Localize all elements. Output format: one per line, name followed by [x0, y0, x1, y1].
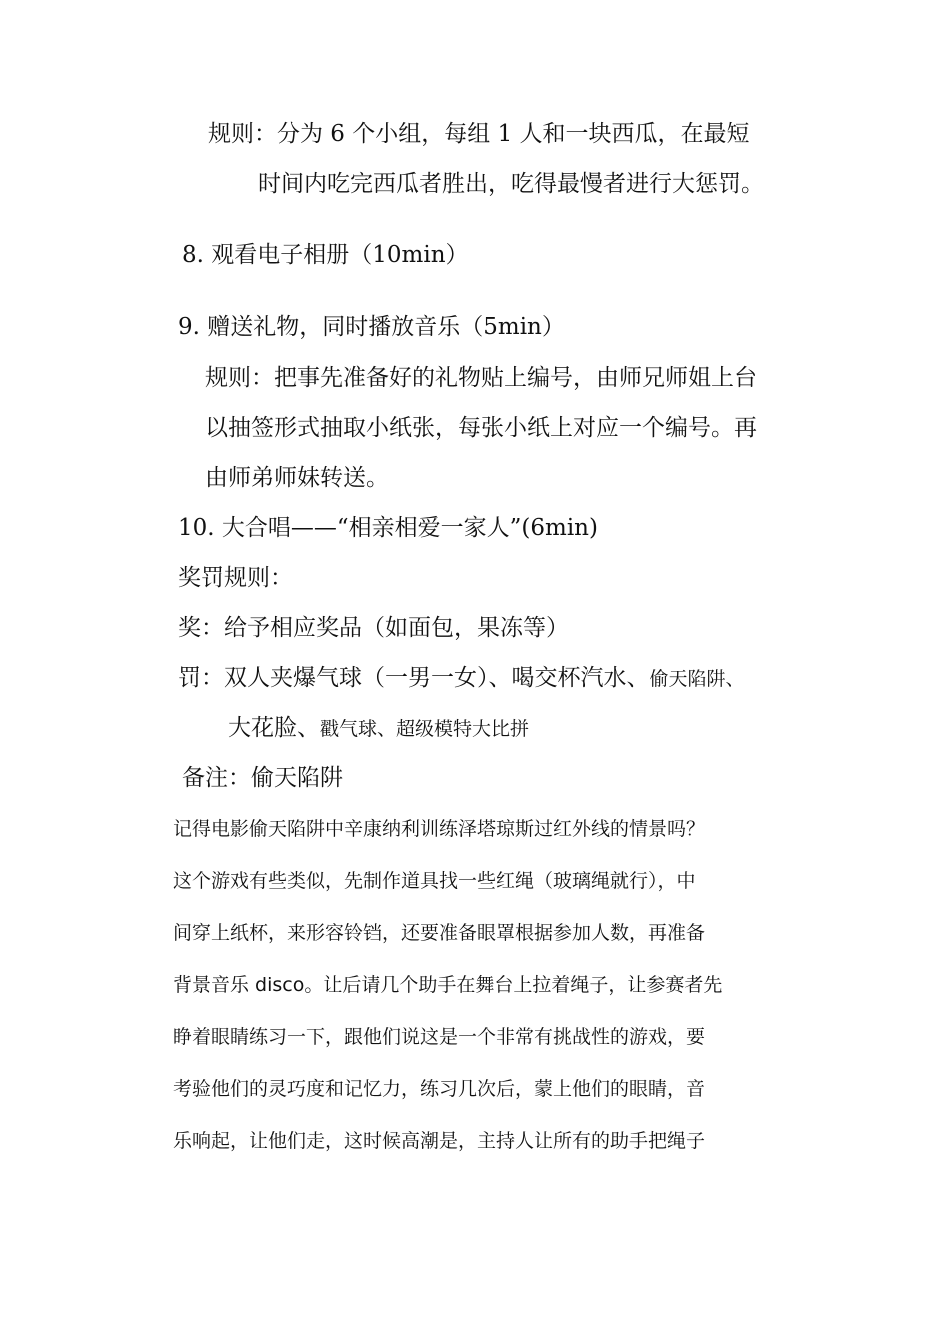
item-9-title: 9. 赠送礼物，同时播放音乐（5min）	[178, 314, 565, 340]
item-9-rule-line-2: 以抽签形式抽取小纸张，每张小纸上对应一个编号。再	[205, 415, 757, 441]
note-line: 间穿上纸杯，来形容铃铛，还要准备眼罩根据参加人数，再准备	[173, 922, 706, 944]
note-line: 睁着眼睛练习一下，跟他们说这是一个非常有挑战性的游戏，要	[173, 1026, 706, 1048]
penalty-line-2	[228, 717, 529, 740]
reward-line: 奖：给予相应奖品（如面包，果冻等）	[178, 615, 569, 641]
game-rule-line-1: 规则：分为 6 个小组，每组 1 人和一块西瓜，在最短	[208, 121, 750, 147]
note-line: 这个游戏有些类似，先制作道具找一些红绳（玻璃绳就行），中	[173, 870, 696, 892]
item-9-rule-line-3: 由师弟师妹转送。	[205, 465, 389, 491]
item-9-rule-line-1: 规则：把事先准备好的礼物贴上编号，由师兄师姐上台	[205, 365, 757, 391]
penalty-line-1-small: 偷天陷阱、	[649, 668, 745, 690]
game-rule-line-2: 时间内吃完西瓜者胜出，吃得最慢者进行大惩罚。	[258, 171, 764, 197]
penalty-line-2-main: 大花脸、	[228, 715, 320, 741]
note-line: 考验他们的灵巧度和记忆力，练习几次后，蒙上他们的眼睛，音	[173, 1078, 706, 1100]
item-10-title: 10. 大合唱——“相亲相爱一家人”(6min)	[178, 515, 598, 541]
penalty-line-1	[178, 667, 745, 690]
note-line: 背景音乐 disco。让后请几个助手在舞台上拉着绳子，让参赛者先	[173, 974, 723, 996]
penalty-line-1-main: 罚：双人夹爆气球（一男一女）、喝交杯汽水、	[178, 665, 650, 691]
item-8-title: 8. 观看电子相册（10min）	[182, 242, 469, 268]
note-heading: 备注：偷天陷阱	[182, 765, 343, 791]
penalty-line-2-small: 戳气球、超级模特大比拼	[320, 718, 530, 740]
note-line: 记得电影偷天陷阱中辛康纳利训练泽塔琼斯过红外线的情景吗？	[173, 818, 706, 840]
note-line: 乐响起，让他们走，这时候高潮是，主持人让所有的助手把绳子	[173, 1130, 706, 1152]
rewards-heading: 奖罚规则：	[178, 565, 293, 591]
